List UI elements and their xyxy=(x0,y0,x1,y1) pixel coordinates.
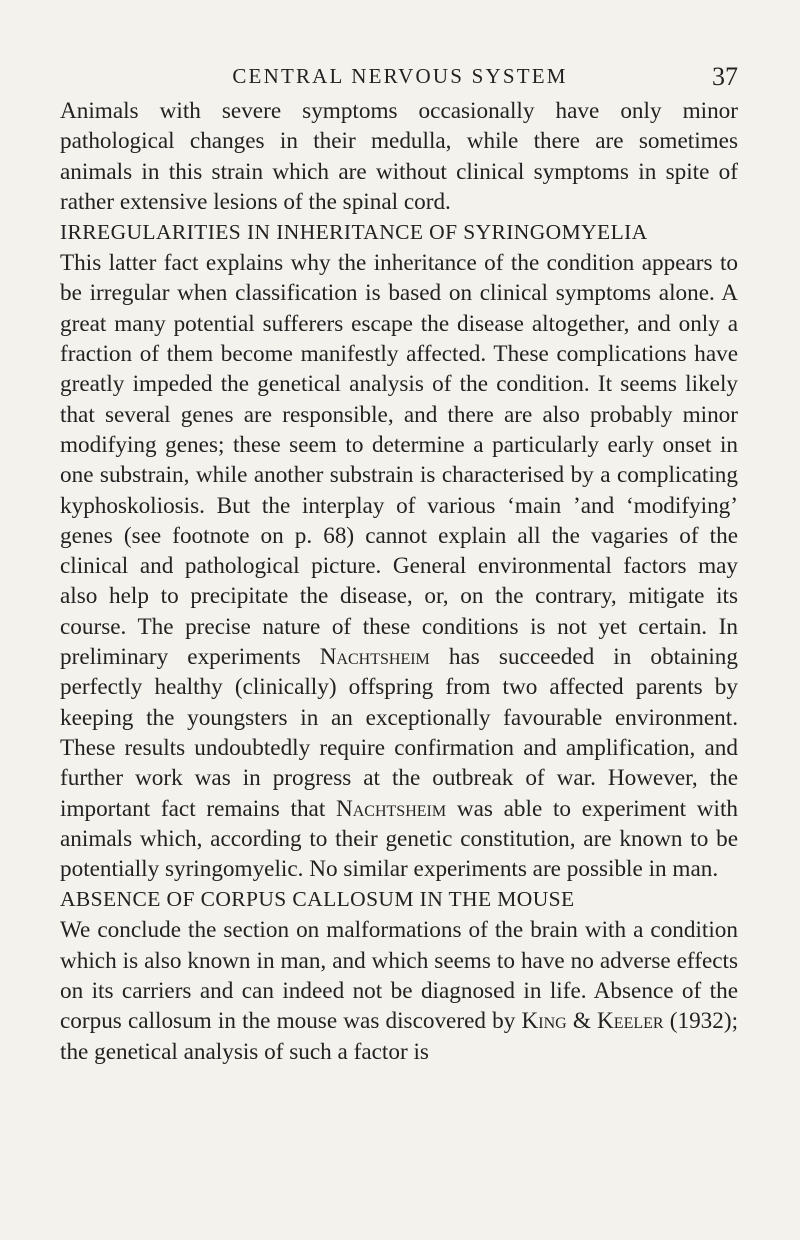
author-name: Nachtsheim xyxy=(319,644,430,671)
paragraph-3 xyxy=(60,915,738,1066)
paragraph-2-text-c: was able to experiment with animals which, according to their genetic constitution, are known to be potentially syringomyelic. No similar experiments are possible in man. xyxy=(60,795,738,883)
running-head xyxy=(60,62,740,92)
paragraph-2 xyxy=(60,248,738,884)
author-name: Nachtsheim xyxy=(336,795,447,822)
section-heading-syringomyelia: IRREGULARITIES IN INHERITANCE OF SYRINGOMYELIA xyxy=(60,220,648,245)
paragraph-3-text-a: We conclude the section on malformations of the brain with a condition which is also known in man, and which seems to have no adverse effects on its carriers and can indeed not be diagnosed in life. Absence of the corpus callosum in the mouse was discovered by xyxy=(60,917,738,1035)
paragraph-1: Animals with severe symptoms occasionally have only minor pathological changes in their medulla, while there are sometimes animals in this strain which are without clinical symptoms in spite of rather extensive lesions of the spinal cord. xyxy=(60,98,738,215)
section-heading-corpus-callosum: ABSENCE OF CORPUS CALLOSUM IN THE MOUSE xyxy=(60,887,575,912)
author-name: King & Keeler xyxy=(521,1008,664,1035)
paragraph-2-text-b: has succeeded in obtaining perfectly healthy (clinically) offspring from two affected parents by keeping the youngsters in an exceptionally favourable environment. These results undoubtedly require confirmation and amplification, and further work was in progress at the outbreak of war. However, the important fact remains that xyxy=(60,644,738,822)
paragraph-2-text-a: This latter fact explains why the inheritance of the condition appears to be irregular when classification is based on clinical symptoms alone. A great many potential sufferers escape the disease altogether, and only a fraction of them become manifestly affected. These complications have greatly impeded the genetical analysis of the condition. It seems likely that several genes are responsible, and there are also probably minor modifying genes; these seem to determine a particularly early onset in one substrain, while another substrain is characterised by a complicating kyphoskoliosis. But the interplay of various ‘main ’and ‘modifying’ genes (see footnote on p. 68) cannot explain all the vagaries of the clinical and pathological picture. General environmental factors may also help to precipitate the disease, or, on the contrary, mitigate its course. The precise nature of these conditions is not yet certain. In preliminary experiments xyxy=(60,250,738,671)
body-text xyxy=(60,96,738,1067)
paragraph-3-text-b: (1932); the genetical analysis of such a factor is xyxy=(60,1008,739,1065)
page-number: 37 xyxy=(712,62,738,91)
running-title: CENTRAL NERVOUS SYSTEM xyxy=(232,64,568,88)
